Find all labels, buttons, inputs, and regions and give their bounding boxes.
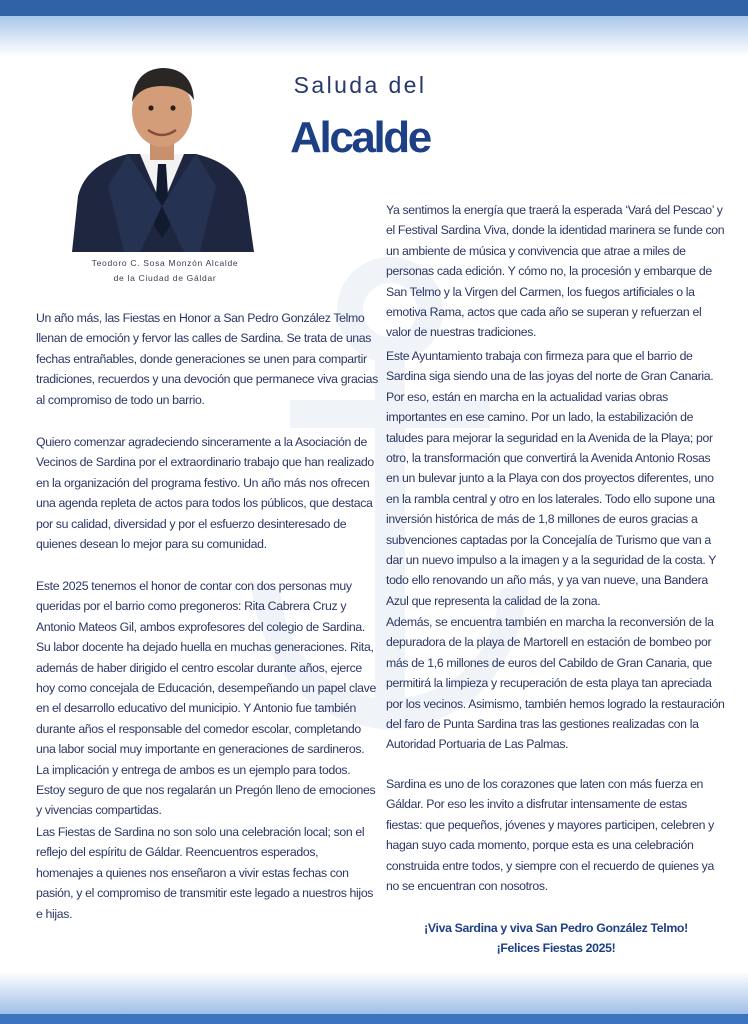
page-title-line-2: Alcalde (290, 113, 430, 162)
bottom-accent-band (0, 1014, 748, 1024)
paragraph: Este 2025 tenemos el honor de contar con dos personas muy queridas por el barrio como pregoneros: Rita Cabrera Cruz y Antonio Mateos Gil, ambos exprofesores del colegio de Sardina. Su labor docente ha dejado huella en muchas generaciones. Rita, además de haber dirigido el centro escolar durante años, ejerce hoy como concejala de Educación, desempeñando un papel clave en el desarrollo educativo del municipio. Y Antonio fue también durante años el responsable del comedor escolar, completando una labor social muy importante en generaciones de sardineros. La implicación y entrega de ambos es un ejemplo para todos. Estoy seguro de que nos regalarán un Pregón lleno de emociones y vivencias compartidas. (36, 579, 376, 818)
caption-line-1: Teodoro C. Sosa Monzón Alcalde (91, 258, 239, 268)
paragraph: Quiero comenzar agradeciendo sinceramente a la Asociación de Vecinos de Sardina por el extraordinario trabajo que han realizado en la organización del programa festivo. Un año más nos ofrecen una agenda repleta de actos para todos los públicos, que destaca por su calidad, diversidad y por el esfuerzo desinteresado de quienes desean lo mejor para su comunidad. (36, 435, 374, 552)
page-title-line-1: Saluda del (293, 72, 427, 98)
paragraph: Sardina es uno de los corazones que laten con más fuerza en Gáldar. Por eso les invito a disfrutar intensamente de estas fiestas: que pequeños, jóvenes y mayores participen, celebren y hagan suyo cada momento, porque esta es una celebración construida entre todos, y siempre con el recuerdo de quienes ya no se encuentran con nosotros. (386, 777, 714, 894)
paragraph: Las Fiestas de Sardina no son solo una celebración local; son el reflejo del espíritu de Gáldar. Reencuentros esperados, homenajes a quienes nos enseñaron a vivir estas fechas con pasión, y el compromiso de transmitir este legado a nuestros hijos e hijas. (36, 825, 374, 921)
closing-line-2: ¡Felices Fiestas 2025! (496, 941, 616, 956)
closing-message (386, 918, 726, 959)
paragraph: Además, se encuentra también en marcha la reconversión de la depuradora de la playa de Martorell en estación de bombeo por más de 1,6 millones de euros del Cabildo de Gran Canaria, que permitirá la limpieza y recuperación de esta playa tan apreciada por los vecinos. Asimismo, también hemos logrado la restauración del faro de Punta Sardina tras las gestiones realizadas con la Autoridad Portuaria de Las Palmas. (386, 615, 725, 752)
top-accent-band (0, 0, 748, 16)
top-gradient (0, 16, 748, 56)
closing-line-1: ¡Viva Sardina y viva San Pedro González Telmo! (424, 921, 688, 935)
caption-line-2: de la Ciudad de Gáldar (113, 273, 217, 283)
bottom-gradient (0, 972, 748, 1014)
mayor-portrait (68, 56, 256, 252)
paragraph: Un año más, las Fiestas en Honor a San Pedro González Telmo llenan de emoción y fervor las calles de Sardina. Se trata de unas fechas entrañables, donde generaciones se unen para compartir tradiciones, recuerdos y una devoción que permanece viva gracias al compromiso de todo un barrio. (36, 311, 378, 407)
paragraph: Ya sentimos la energía que traerá la esperada ‘Vará del Pescao’ y el Festival Sardina Viva, donde la identidad marinera se funde con un ambiente de música y convivencia que atrae a miles de personas cada edición. Y cómo no, la procesión y embarque de San Telmo y la Virgen del Carmen, los fuegos artificiales o la emotiva Rama, actos que cada año se superan y refuerzan el valor de nuestras tradiciones. (386, 203, 725, 340)
portrait-caption (60, 256, 270, 286)
paragraph: Este Ayuntamiento trabaja con firmeza para que el barrio de Sardina siga siendo una de las joyas del norte de Gran Canaria. Por eso, están en marcha en la actualidad varias obras importantes en ese camino. Por un lado, la estabilización de taludes para mejorar la seguridad en la Avenida de la Playa; por otro, la transformación que convertirá la Avenida Antonio Rosas en un bulevar junto a la Playa con dos proyectos diferentes, uno en la rambla central y otro en los laterales. Todo ello supone una inversión histórica de más de 1,8 millones de euros gracias a subvenciones captadas por la Concejalía de Turismo que van a dar un nuevo impulso a la imagen y a la seguridad de la costa. Y todo ello renovando un año más, y ya van nueve, una Bandera Azul que representa la calidad de la zona. (386, 349, 716, 608)
